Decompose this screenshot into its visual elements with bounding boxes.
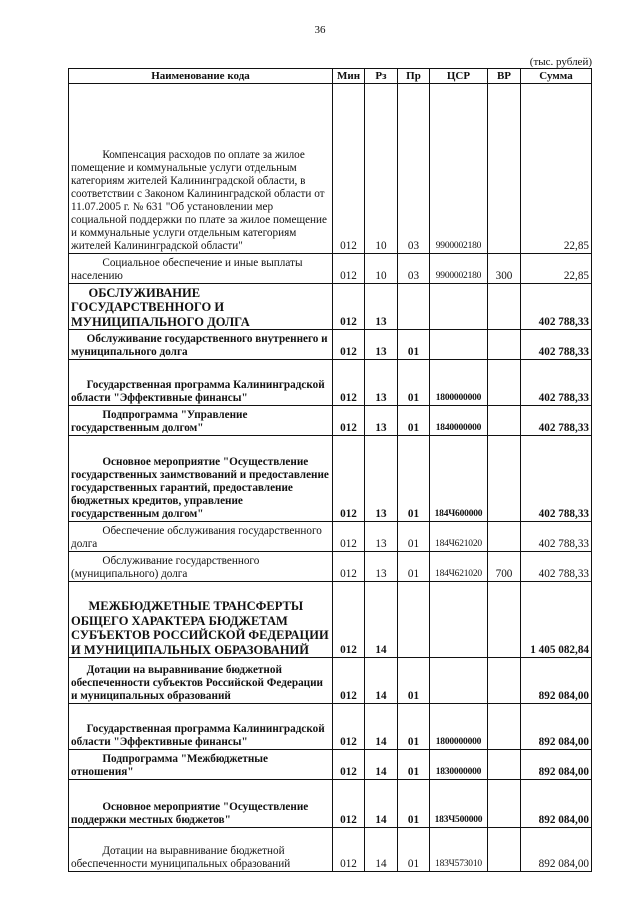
row-name: МЕЖБЮДЖЕТНЫЕ ТРАНСФЕРТЫ ОБЩЕГО ХАРАКТЕРА БЮДЖЕТАМ СУБЪЕКТОВ РОССИЙСКОЙ ФЕДЕРАЦИИ И МУНИЦИПАЛЬНЫХ ОБРАЗОВАНИЙ xyxy=(69,582,333,658)
row-rz: 13 xyxy=(365,284,398,330)
row-rz: 13 xyxy=(365,360,398,406)
row-pr: 01 xyxy=(398,750,430,780)
row-name: Дотации на выравнивание бюджетной обеспеченности муниципальных образований xyxy=(69,828,333,872)
row-rz: 10 xyxy=(365,254,398,284)
header-pr: Пр xyxy=(398,69,430,84)
row-sum: 402 788,33 xyxy=(521,406,592,436)
row-name: Обслуживание государственного внутреннего и муниципального долга xyxy=(69,330,333,360)
row-name: Подпрограмма "Управление государственным долгом" xyxy=(69,406,333,436)
row-csr xyxy=(430,330,488,360)
table-row xyxy=(69,522,592,552)
row-csr: 183Ч500000 xyxy=(430,780,488,828)
row-vr xyxy=(488,828,521,872)
row-name: Подпрограмма "Межбюджетные отношения" xyxy=(69,750,333,780)
header-sum: Сумма xyxy=(521,69,592,84)
row-sum: 402 788,33 xyxy=(521,436,592,522)
row-sum: 402 788,33 xyxy=(521,552,592,582)
table-row xyxy=(69,780,592,828)
row-vr xyxy=(488,406,521,436)
row-min: 012 xyxy=(333,254,365,284)
row-name: Социальное обеспечение и иные выплаты населению xyxy=(69,254,333,284)
row-rz: 14 xyxy=(365,658,398,704)
row-vr xyxy=(488,780,521,828)
row-min: 012 xyxy=(333,330,365,360)
row-sum: 402 788,33 xyxy=(521,330,592,360)
row-rz: 14 xyxy=(365,750,398,780)
row-rz: 14 xyxy=(365,780,398,828)
row-name: Основное мероприятие "Осуществление государственных заимствований и предоставление государственных гарантий, предоставление бюджетных кредитов, управление государственным долгом" xyxy=(69,436,333,522)
row-name: Основное мероприятие "Осуществление поддержки местных бюджетов" xyxy=(69,780,333,828)
row-pr: 01 xyxy=(398,658,430,704)
row-csr: 9900002180 xyxy=(430,84,488,254)
row-pr: 01 xyxy=(398,704,430,750)
row-pr: 01 xyxy=(398,360,430,406)
row-csr xyxy=(430,284,488,330)
row-min: 012 xyxy=(333,522,365,552)
row-pr: 01 xyxy=(398,330,430,360)
row-rz: 10 xyxy=(365,84,398,254)
table-header-row xyxy=(69,69,592,84)
row-rz: 14 xyxy=(365,704,398,750)
row-min: 012 xyxy=(333,360,365,406)
table-row xyxy=(69,658,592,704)
row-pr: 01 xyxy=(398,828,430,872)
row-rz: 13 xyxy=(365,330,398,360)
row-csr: 9900002180 xyxy=(430,254,488,284)
row-vr xyxy=(488,284,521,330)
row-min: 012 xyxy=(333,780,365,828)
row-min: 012 xyxy=(333,658,365,704)
row-sum: 892 084,00 xyxy=(521,704,592,750)
table-row xyxy=(69,360,592,406)
row-name: Компенсация расходов по оплате за жилое помещение и коммунальные услуги отдельным категориям жителей Калининградской области, в соответствии с Законом Калининградской области от 11.07.2005 г. № 631 "Об установлении мер социальной поддержки по плате за жилое помещение и коммунальные услуги отдельным категориям жителей Калининградской области" xyxy=(69,84,333,254)
row-min: 012 xyxy=(333,406,365,436)
units-label: (тыс. рублей) xyxy=(529,56,592,68)
row-csr: 1800000000 xyxy=(430,704,488,750)
row-sum: 402 788,33 xyxy=(521,284,592,330)
row-min: 012 xyxy=(333,828,365,872)
row-min: 012 xyxy=(333,582,365,658)
row-pr: 01 xyxy=(398,552,430,582)
row-min: 012 xyxy=(333,704,365,750)
row-min: 012 xyxy=(333,84,365,254)
table-row xyxy=(69,284,592,330)
row-csr: 1800000000 xyxy=(430,360,488,406)
row-name: Государственная программа Калининградской области "Эффективные финансы" xyxy=(69,704,333,750)
row-rz: 14 xyxy=(365,828,398,872)
row-csr xyxy=(430,658,488,704)
row-rz: 13 xyxy=(365,552,398,582)
row-vr xyxy=(488,750,521,780)
row-csr xyxy=(430,582,488,658)
header-vr: ВР xyxy=(488,69,521,84)
row-sum: 22,85 xyxy=(521,254,592,284)
row-vr: 300 xyxy=(488,254,521,284)
row-name: Обслуживание государственного (муниципального) долга xyxy=(69,552,333,582)
table-row xyxy=(69,828,592,872)
row-csr: 184Ч621020 xyxy=(430,552,488,582)
row-pr: 03 xyxy=(398,254,430,284)
row-pr: 03 xyxy=(398,84,430,254)
row-vr xyxy=(488,522,521,552)
table-row xyxy=(69,406,592,436)
row-name: Государственная программа Калининградской области "Эффективные финансы" xyxy=(69,360,333,406)
row-min: 012 xyxy=(333,750,365,780)
row-name: Дотации на выравнивание бюджетной обеспеченности субъектов Российской Федерации и муниципальных образований xyxy=(69,658,333,704)
table-row xyxy=(69,254,592,284)
row-vr xyxy=(488,360,521,406)
row-pr: 01 xyxy=(398,780,430,828)
row-sum: 892 084,00 xyxy=(521,780,592,828)
row-sum: 402 788,33 xyxy=(521,522,592,552)
row-sum: 402 788,33 xyxy=(521,360,592,406)
row-pr xyxy=(398,582,430,658)
row-vr xyxy=(488,330,521,360)
row-csr: 1840000000 xyxy=(430,406,488,436)
row-sum: 892 084,00 xyxy=(521,750,592,780)
row-vr xyxy=(488,84,521,254)
page-number: 36 xyxy=(314,24,326,36)
row-name: ОБСЛУЖИВАНИЕ ГОСУДАРСТВЕННОГО И МУНИЦИПАЛЬНОГО ДОЛГА xyxy=(69,284,333,330)
row-min: 012 xyxy=(333,284,365,330)
header-csr: ЦСР xyxy=(430,69,488,84)
row-vr xyxy=(488,582,521,658)
row-rz: 13 xyxy=(365,522,398,552)
header-rz: Рз xyxy=(365,69,398,84)
row-vr: 700 xyxy=(488,552,521,582)
table-row xyxy=(69,750,592,780)
row-rz: 13 xyxy=(365,406,398,436)
header-name: Наименование кода xyxy=(69,69,333,84)
table-row xyxy=(69,330,592,360)
table-row xyxy=(69,704,592,750)
row-pr: 01 xyxy=(398,436,430,522)
row-vr xyxy=(488,658,521,704)
row-sum: 1 405 082,84 xyxy=(521,582,592,658)
table-row xyxy=(69,436,592,522)
row-csr: 184Ч621020 xyxy=(430,522,488,552)
row-rz: 14 xyxy=(365,582,398,658)
header-min: Мин xyxy=(333,69,365,84)
row-vr xyxy=(488,436,521,522)
table-row xyxy=(69,552,592,582)
row-sum: 892 084,00 xyxy=(521,658,592,704)
row-csr: 184Ч600000 xyxy=(430,436,488,522)
row-rz: 13 xyxy=(365,436,398,522)
row-min: 012 xyxy=(333,436,365,522)
row-sum: 892 084,00 xyxy=(521,828,592,872)
table-row xyxy=(69,84,592,254)
row-pr: 01 xyxy=(398,522,430,552)
row-pr: 01 xyxy=(398,406,430,436)
row-sum: 22,85 xyxy=(521,84,592,254)
row-min: 012 xyxy=(333,552,365,582)
row-pr xyxy=(398,284,430,330)
row-name: Обеспечение обслуживания государственного долга xyxy=(69,522,333,552)
row-csr: 1830000000 xyxy=(430,750,488,780)
budget-table xyxy=(68,68,592,872)
row-vr xyxy=(488,704,521,750)
table-row xyxy=(69,582,592,658)
row-csr: 183Ч573010 xyxy=(430,828,488,872)
